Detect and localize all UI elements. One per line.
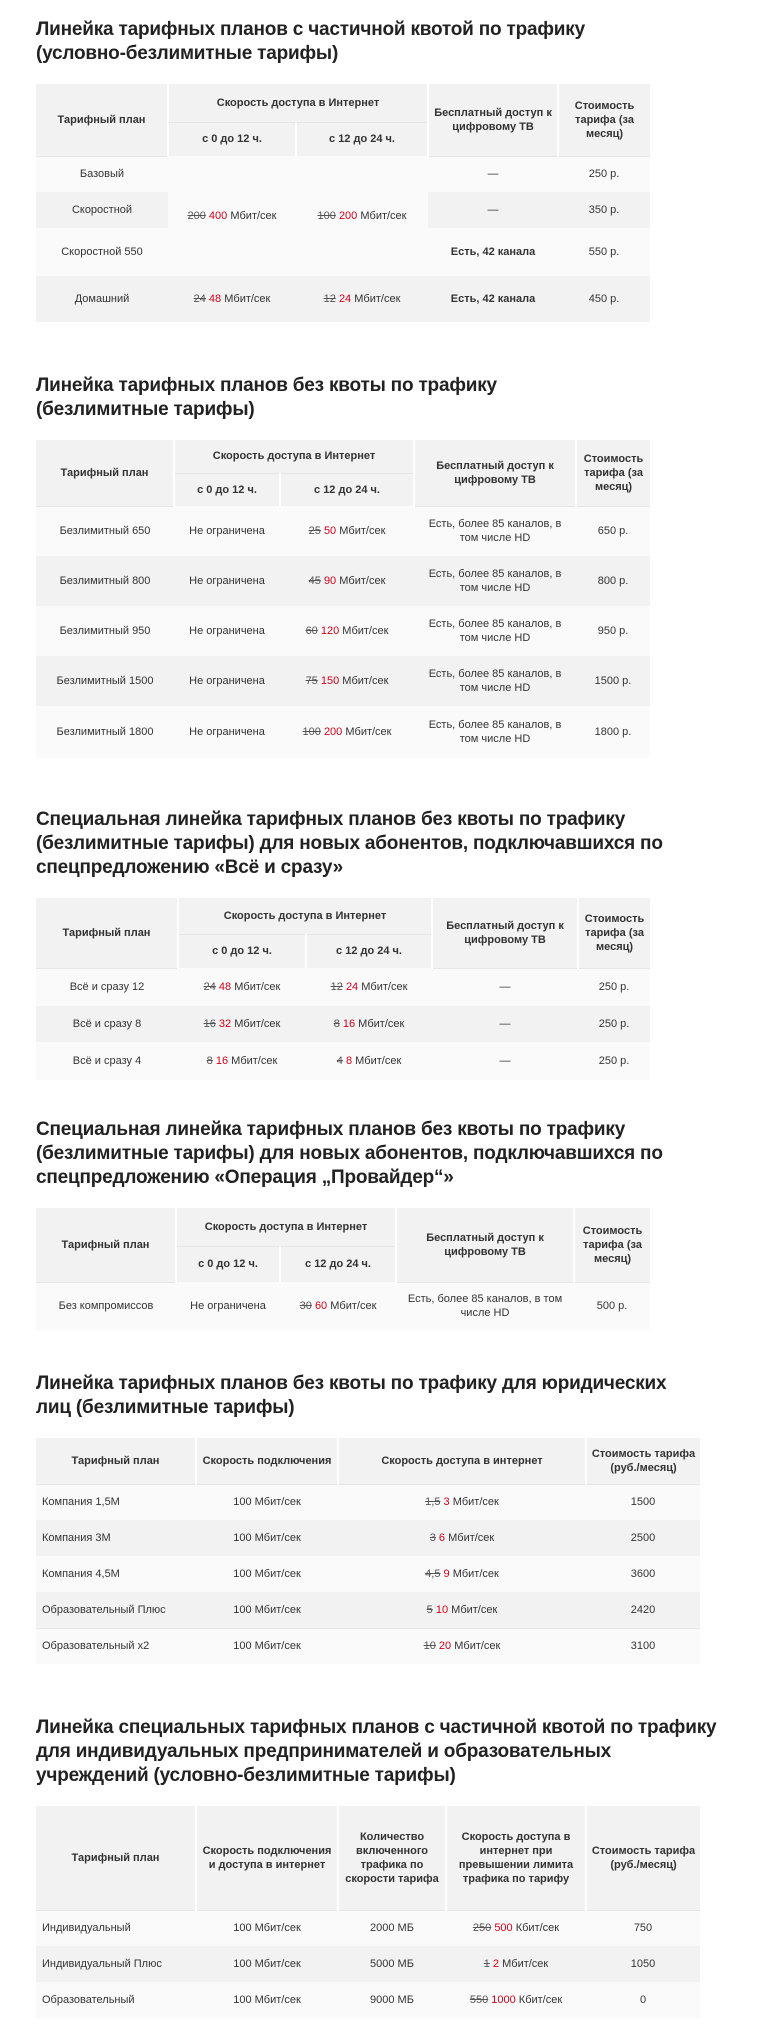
speed-unit: Мбит/сек (336, 525, 386, 537)
old-speed: 550 (469, 1994, 489, 2006)
header-plan: Тарифный план (36, 440, 174, 506)
tv-access: — (428, 156, 558, 192)
price: 750 (586, 1910, 700, 1946)
price: 2500 (586, 1520, 700, 1556)
header-plan: Тарифный план (36, 1806, 196, 1910)
table-row (36, 1282, 650, 1330)
price: 0 (586, 1982, 700, 2018)
header-price: Стоимость тарифа (за месяц) (574, 1208, 650, 1282)
new-speed: 1000 (491, 1994, 516, 2006)
header-speed: Скорость доступа в интернет (338, 1438, 586, 1484)
plan-name: Безлимитный 800 (36, 556, 174, 606)
tariff-table-partial-quota (36, 84, 650, 322)
speed-unit: Мбит/сек (221, 293, 271, 305)
plan-name: Компания 4,5М (36, 1556, 196, 1592)
limit-speed (446, 1910, 586, 1946)
new-speed: 60 (314, 1300, 328, 1312)
speed-unit: Мбит/сек (352, 1055, 402, 1067)
limit-speed (446, 1946, 586, 1982)
price: 250 р. (558, 156, 650, 192)
old-speed: 60 (305, 625, 318, 637)
price: 3600 (586, 1556, 700, 1592)
plan-name: Безлимитный 1800 (36, 706, 174, 758)
price: 250 р. (578, 968, 650, 1006)
tariff-table-special-offer (36, 898, 650, 1080)
header-plan: Тарифный план (36, 1438, 196, 1484)
header-tv: Бесплатный доступ к цифровому ТВ (428, 84, 558, 156)
new-speed: 400 (208, 210, 228, 222)
connection-speed: 100 Мбит/сек (196, 1556, 338, 1592)
header-night: с 12 до 24 ч. (280, 473, 414, 506)
table-row (36, 1556, 700, 1592)
speed-night (306, 1006, 432, 1042)
header-quota: Количество включенного трафика по скорости тарифа (338, 1806, 446, 1910)
speed-unit: Мбит/сек (231, 981, 281, 993)
old-speed: 12 (330, 981, 343, 993)
plan-name: Безлимитный 1500 (36, 656, 174, 706)
table-row (36, 656, 650, 706)
plan-name: Безлимитный 950 (36, 606, 174, 656)
price: 1500 (586, 1484, 700, 1520)
tv-access: Есть, более 85 каналов, в том числе HD (414, 556, 576, 606)
speed-night (280, 706, 414, 758)
speed-unit: Мбит/сек (451, 1640, 501, 1653)
old-speed: 10 (423, 1640, 436, 1653)
connection-speed: 100 Мбит/сек (196, 1982, 338, 2018)
table-row (36, 1982, 700, 2018)
tv-access: Есть, более 85 каналов, в том числе HD (396, 1282, 574, 1330)
speed-unit: Мбит/сек (357, 210, 407, 222)
price: 250 р. (578, 1006, 650, 1042)
header-price: Стоимость тарифа (за месяц) (578, 898, 650, 968)
speed-unit: Мбит/сек (342, 726, 392, 738)
speed-day (178, 968, 306, 1006)
old-speed: 3 (429, 1532, 436, 1544)
header-connection: Скорость подключения и доступа в интернет (196, 1806, 338, 1910)
access-speed (338, 1484, 586, 1520)
header-tv: Бесплатный доступ к цифровому ТВ (414, 440, 576, 506)
header-speed: Скорость доступа в Интернет (176, 1208, 396, 1246)
price: 650 р. (576, 506, 650, 556)
speed-night (280, 606, 414, 656)
header-speed: Скорость доступа в Интернет (174, 440, 414, 473)
old-speed: 12 (323, 293, 336, 305)
plan-name: Всё и сразу 4 (36, 1042, 178, 1080)
new-speed: 8 (345, 1055, 353, 1067)
price: 250 р. (578, 1042, 650, 1080)
table-row (36, 276, 650, 322)
speed-unit: Мбит/сек (228, 1055, 278, 1067)
access-speed (338, 1628, 586, 1664)
plan-name: Безлимитный 650 (36, 506, 174, 556)
tv-access: — (428, 192, 558, 228)
speed-unit: Мбит/сек (227, 210, 277, 222)
price: 550 р. (558, 228, 650, 276)
speed-day: Не ограничена (174, 556, 280, 606)
table-row (36, 1484, 700, 1520)
speed-night (296, 276, 428, 322)
speed-unit: Мбит/сек (336, 575, 386, 587)
tv-access: Есть, более 85 каналов, в том числе HD (414, 706, 576, 758)
new-speed: 48 (208, 293, 222, 305)
new-speed: 32 (218, 1018, 232, 1030)
old-speed: 75 (305, 675, 318, 687)
speed-night (306, 968, 432, 1006)
table-row (36, 968, 650, 1006)
header-tv: Бесплатный доступ к цифровому ТВ (396, 1208, 574, 1282)
price: 1800 р. (576, 706, 650, 758)
new-speed: 16 (215, 1055, 229, 1067)
plan-name: Скоростной (36, 192, 168, 228)
price: 350 р. (558, 192, 650, 228)
new-speed: 10 (435, 1603, 449, 1616)
speed-night (280, 556, 414, 606)
header-limit-speed: Скорость доступа в интернет при превышении лимита трафика по тарифу (446, 1806, 586, 1910)
old-speed: 24 (203, 981, 216, 993)
old-speed: 4 (336, 1055, 343, 1067)
connection-speed: 100 Мбит/сек (196, 1628, 338, 1664)
new-speed: 3 (443, 1496, 450, 1509)
speed-unit: Мбит/сек (327, 1300, 377, 1312)
header-price: Стоимость тарифа (за месяц) (558, 84, 650, 156)
speed-night (296, 156, 428, 276)
old-speed: 250 (472, 1922, 492, 1935)
new-speed: 24 (338, 293, 352, 305)
header-speed: Скорость доступа в Интернет (178, 898, 432, 934)
old-speed: 30 (299, 1300, 312, 1312)
header-night: с 12 до 24 ч. (296, 122, 428, 156)
old-speed: 45 (308, 575, 321, 587)
header-plan: Тарифный план (36, 1208, 176, 1282)
old-speed: 24 (193, 293, 206, 305)
new-speed: 48 (218, 981, 232, 993)
tv-access: — (432, 1042, 578, 1080)
header-price: Стоимость тарифа (руб./месяц) (586, 1806, 700, 1910)
price: 1500 р. (576, 656, 650, 706)
plan-name: Домашний (36, 276, 168, 322)
table-row (36, 1946, 700, 1982)
table-row (36, 1042, 650, 1080)
speed-unit: Мбит/сек (231, 1018, 281, 1030)
limit-speed (446, 1982, 586, 2018)
traffic-quota: 9000 МБ (338, 1982, 446, 2018)
new-speed: 9 (443, 1568, 450, 1580)
section-title: Линейка специальных тарифных планов с частичной квотой по трафику для индивидуальных предпринимателей и образовательных учреждений (условно-безлимитные тарифы) (36, 1717, 717, 1786)
new-speed: 2 (492, 1958, 500, 1970)
header-day: с 0 до 12 ч. (176, 1246, 280, 1282)
new-speed: 500 (494, 1922, 513, 1935)
connection-speed: 100 Мбит/сек (196, 1484, 338, 1520)
speed-night (280, 1282, 396, 1330)
plan-name: Компания 3М (36, 1520, 196, 1556)
speed-unit: Мбит/сек (449, 1496, 499, 1509)
header-connection: Скорость подключения (196, 1438, 338, 1484)
plan-name: Компания 1,5М (36, 1484, 196, 1520)
speed-unit: Мбит/сек (499, 1958, 549, 1970)
speed-unit: Мбит/сек (339, 625, 389, 637)
tv-access: Есть, 42 канала (428, 228, 558, 276)
table-row (36, 506, 650, 556)
traffic-quota: 2000 МБ (338, 1910, 446, 1946)
table-row (36, 556, 650, 606)
access-speed (338, 1520, 586, 1556)
plan-name: Всё и сразу 12 (36, 968, 178, 1006)
old-speed: 16 (203, 1018, 216, 1030)
access-speed (338, 1556, 586, 1592)
old-speed: 1 (483, 1958, 490, 1970)
speed-night (280, 656, 414, 706)
section-title: Линейка тарифных планов без квоты по трафику (безлимитные тарифы) (36, 375, 497, 420)
price: 450 р. (558, 276, 650, 322)
speed-day (178, 1042, 306, 1080)
plan-name: Без компромиссов (36, 1282, 176, 1330)
table-row (36, 1520, 700, 1556)
tv-access: — (432, 968, 578, 1006)
tariff-table-entrepreneurs (36, 1806, 700, 2018)
speed-day (168, 276, 296, 322)
access-speed (338, 1592, 586, 1628)
new-speed: 90 (323, 575, 337, 587)
section-title: Линейка тарифных планов с частичной квотой по трафику (условно-безлимитные тарифы) (36, 19, 585, 64)
price: 2420 (586, 1592, 700, 1628)
plan-name: Скоростной 550 (36, 228, 168, 276)
table-row (36, 1628, 700, 1664)
new-speed: 16 (342, 1018, 356, 1030)
connection-speed: 100 Мбит/сек (196, 1520, 338, 1556)
tariff-table-legal-entities (36, 1438, 700, 1664)
header-day: с 0 до 12 ч. (178, 934, 306, 968)
speed-unit: Кбит/сек (512, 1922, 560, 1935)
header-tv: Бесплатный доступ к цифровому ТВ (432, 898, 578, 968)
old-speed: 8 (333, 1018, 340, 1030)
table-row (36, 1592, 700, 1628)
price: 1050 (586, 1946, 700, 1982)
old-speed: 200 (187, 210, 206, 222)
old-speed: 8 (206, 1055, 213, 1067)
speed-unit: Мбит/сек (448, 1603, 498, 1616)
old-speed: 25 (308, 525, 321, 537)
new-speed: 6 (438, 1532, 446, 1544)
old-speed: 4,5 (425, 1568, 441, 1580)
speed-unit: Мбит/сек (339, 675, 389, 687)
tv-access: — (432, 1006, 578, 1042)
tv-access: Есть, более 85 каналов, в том числе HD (414, 606, 576, 656)
section-title: Специальная линейка тарифных планов без квоты по трафику (безлимитные тарифы) для новых абонентов, подключавшихся по спецпредложению «Операция „Провайдер“» (36, 1119, 663, 1188)
connection-speed: 100 Мбит/сек (196, 1946, 338, 1982)
speed-unit: Мбит/сек (355, 1018, 405, 1030)
header-day: с 0 до 12 ч. (174, 473, 280, 506)
header-speed: Скорость доступа в Интернет (168, 84, 428, 122)
header-night: с 12 до 24 ч. (306, 934, 432, 968)
new-speed: 50 (323, 525, 337, 537)
old-speed: 100 (317, 210, 336, 222)
traffic-quota: 5000 МБ (338, 1946, 446, 1982)
speed-day: Не ограничена (174, 606, 280, 656)
old-speed: 100 (302, 726, 321, 738)
speed-day: Не ограничена (174, 706, 280, 758)
speed-unit: Мбит/сек (445, 1532, 495, 1544)
header-day: с 0 до 12 ч. (168, 122, 296, 156)
plan-name: Образовательный x2 (36, 1628, 196, 1664)
speed-unit: Мбит/сек (351, 293, 401, 305)
new-speed: 200 (338, 210, 358, 222)
plan-name: Базовый (36, 156, 168, 192)
table-row (36, 606, 650, 656)
section-title: Специальная линейка тарифных планов без квоты по трафику (безлимитные тарифы) для новых абонентов, подключавшихся по спецпредложению «Всё и сразу» (36, 809, 663, 878)
table-row (36, 1006, 650, 1042)
speed-day: Не ограничена (174, 656, 280, 706)
table-row (36, 706, 650, 758)
plan-name: Образовательный Плюс (36, 1592, 196, 1628)
new-speed: 200 (323, 726, 343, 738)
tv-access: Есть, 42 канала (428, 276, 558, 322)
new-speed: 20 (438, 1640, 452, 1653)
speed-day (168, 156, 296, 276)
speed-day: Не ограничена (174, 506, 280, 556)
plan-name: Индивидуальный (36, 1910, 196, 1946)
price: 800 р. (576, 556, 650, 606)
tariff-table-provider-offer (36, 1208, 650, 1330)
new-speed: 24 (345, 981, 359, 993)
speed-unit: Мбит/сек (449, 1568, 499, 1580)
header-price: Стоимость тарифа (за месяц) (576, 440, 650, 506)
price: 950 р. (576, 606, 650, 656)
new-speed: 150 (320, 675, 340, 687)
old-speed: 1,5 (425, 1496, 441, 1509)
plan-name: Индивидуальный Плюс (36, 1946, 196, 1982)
connection-speed: 100 Мбит/сек (196, 1592, 338, 1628)
header-price: Стоимость тарифа (руб./месяц) (586, 1438, 700, 1484)
plan-name: Образовательный (36, 1982, 196, 2018)
tariff-table-unlimited (36, 440, 650, 758)
speed-night (306, 1042, 432, 1080)
tv-access: Есть, более 85 каналов, в том числе HD (414, 656, 576, 706)
price: 3100 (586, 1628, 700, 1664)
tv-access: Есть, более 85 каналов, в том числе HD (414, 506, 576, 556)
section-title: Линейка тарифных планов без квоты по трафику для юридических лиц (безлимитные тарифы) (36, 1373, 667, 1418)
header-plan: Тарифный план (36, 898, 178, 968)
table-row (36, 156, 650, 192)
speed-day: Не ограничена (176, 1282, 280, 1330)
price: 500 р. (574, 1282, 650, 1330)
speed-unit: Мбит/сек (358, 981, 408, 993)
connection-speed: 100 Мбит/сек (196, 1910, 338, 1946)
table-row (36, 1910, 700, 1946)
plan-name: Всё и сразу 8 (36, 1006, 178, 1042)
header-night: с 12 до 24 ч. (280, 1246, 396, 1282)
speed-night (280, 506, 414, 556)
old-speed: 5 (426, 1603, 433, 1616)
new-speed: 120 (320, 625, 340, 637)
speed-day (178, 1006, 306, 1042)
header-plan: Тарифный план (36, 84, 168, 156)
speed-unit: Кбит/сек (515, 1994, 563, 2006)
